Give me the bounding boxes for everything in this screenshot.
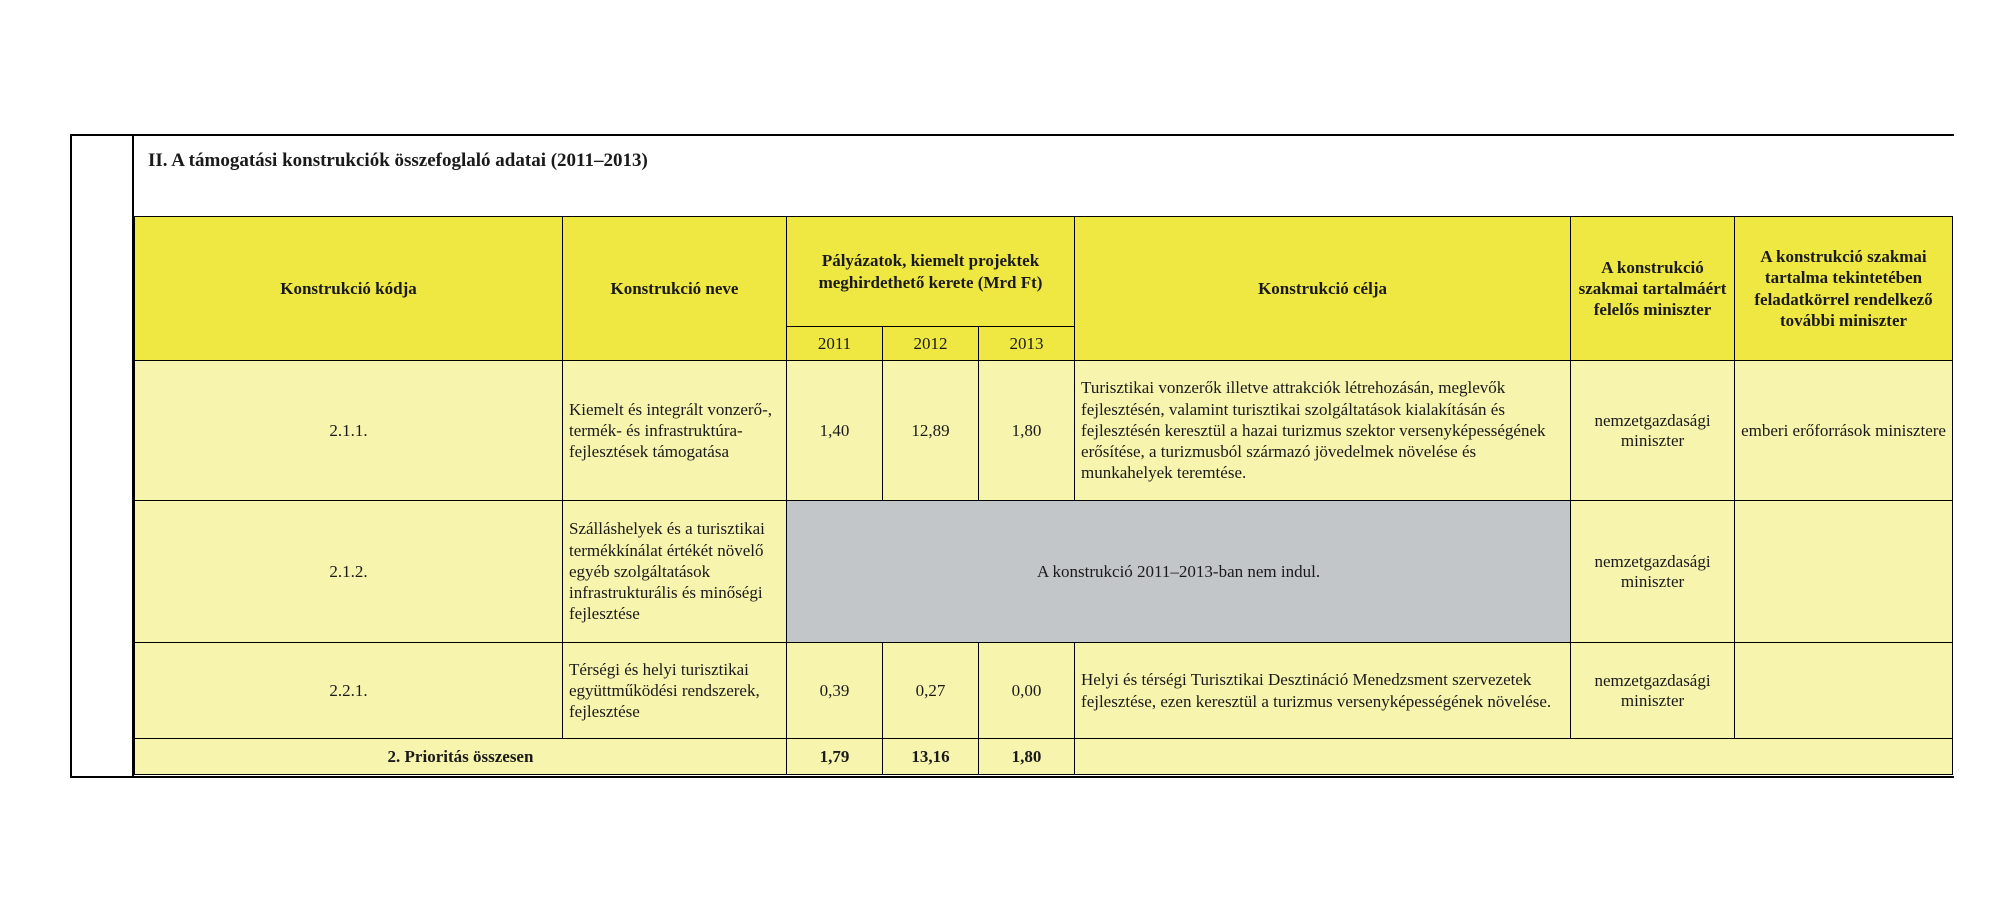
cell-2013: 1,80 <box>979 361 1075 501</box>
total-2011: 1,79 <box>787 739 883 775</box>
cell-2011: 0,39 <box>787 643 883 739</box>
cell-goal: Helyi és térségi Turisztikai Desztináció Menedzsment szervezetek fejlesztése, ezen keresztül a turizmus versenyképességének növelése. <box>1075 643 1571 739</box>
total-2012: 13,16 <box>883 739 979 775</box>
cell-other-minister <box>1735 643 1953 739</box>
cell-minister: nemzetgazdasági miniszter <box>1571 361 1735 501</box>
cell-code: 2.1.1. <box>135 361 563 501</box>
cell-other-minister <box>1735 501 1953 643</box>
cell-not-started-note: A konstrukció 2011–2013-ban nem indul. <box>787 501 1571 643</box>
cell-name: Térségi és helyi turisztikai együttműködési rendszerek, fejlesztése <box>563 643 787 739</box>
header-row <box>135 217 1953 327</box>
table-row <box>135 361 1953 501</box>
section-title: II. A támogatási konstrukciók összefoglaló adatai (2011–2013) <box>148 150 648 171</box>
cell-2013: 0,00 <box>979 643 1075 739</box>
cell-name: Kiemelt és integrált vonzerő-, termék- és infrastruktúra-fejlesztések támogatása <box>563 361 787 501</box>
table-row <box>135 643 1953 739</box>
summary-table <box>134 216 1953 775</box>
total-2013: 1,80 <box>979 739 1075 775</box>
cell-other-minister: emberi erőforrások minisztere <box>1735 361 1953 501</box>
total-empty <box>1075 739 1953 775</box>
header-year-2012: 2012 <box>883 327 979 361</box>
header-year-2013: 2013 <box>979 327 1075 361</box>
header-name: Konstrukció neve <box>563 217 787 361</box>
total-label: 2. Prioritás összesen <box>135 739 787 775</box>
header-year-2011: 2011 <box>787 327 883 361</box>
cell-2011: 1,40 <box>787 361 883 501</box>
cell-code: 2.1.2. <box>135 501 563 643</box>
cell-code: 2.2.1. <box>135 643 563 739</box>
cell-minister: nemzetgazdasági miniszter <box>1571 501 1735 643</box>
header-minister: A konstrukció szakmai tartalmáért felelős miniszter <box>1571 217 1735 361</box>
header-budget: Pályázatok, kiemelt projektek meghirdethető kerete (Mrd Ft) <box>787 217 1075 327</box>
header-goal: Konstrukció célja <box>1075 217 1571 361</box>
cell-2012: 12,89 <box>883 361 979 501</box>
cell-name: Szálláshelyek és a turisztikai termékkínálat értékét növelő egyéb szolgáltatások infrastrukturális és minőségi fejlesztése <box>563 501 787 643</box>
total-row <box>135 739 1953 775</box>
header-other-minister: A konstrukció szakmai tartalma tekintetében feladatkörrel rendelkező további miniszter <box>1735 217 1953 361</box>
cell-goal: Turisztikai vonzerők illetve attrakciók létrehozásán, meglevők fejlesztésén, valamint turisztikai szolgáltatások kialakításán és fejlesztésén keresztül a hazai turizmus szektor versenyképességének erősítése, a turizmusból származó jövedelmek növelése és munkahelyek teremtése. <box>1075 361 1571 501</box>
cell-minister: nemzetgazdasági miniszter <box>1571 643 1735 739</box>
header-code: Konstrukció kódja <box>135 217 563 361</box>
table-row <box>135 501 1953 643</box>
cell-2012: 0,27 <box>883 643 979 739</box>
